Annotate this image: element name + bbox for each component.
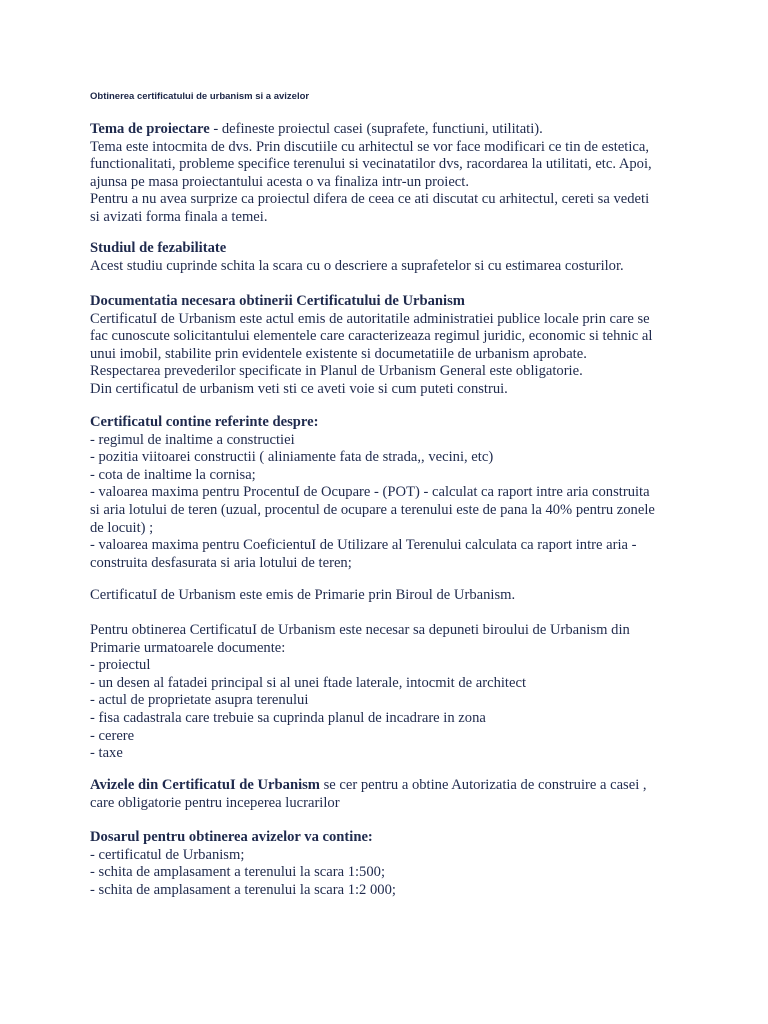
document-title: Obtinerea certificatului de urbanism si a avizelor: [90, 91, 310, 102]
list-item: - actul de proprietate asupra terenului: [90, 692, 309, 709]
paragraph-line: Pentru a nu avea surprize ca proiectul difera de ceea ce ati discutat cu arhitectul, cereti sa vedeti: [90, 191, 650, 208]
paragraph-line: Din certificatul de urbanism veti sti ce aveti voie si cum puteti construi.: [90, 380, 508, 397]
list-item: - schita de amplasament a terenului la scara 1:2 000;: [90, 881, 396, 898]
section-title: Tema de proiectare: [90, 121, 210, 137]
paragraph-line: fac cunoscute solicitantului elementele care caracterizeaza regimul juridic, economic si tehnic al: [90, 328, 653, 345]
paragraph-line: CertificatuI de Urbanism este actul emis de autoritatile administratiei publice locale prin care se: [90, 310, 650, 327]
paragraph-line: ajunsa pe masa proiectantului acesta o va finaliza intr-un proiect.: [90, 173, 469, 190]
paragraph-line: si avizati forma finala a temei.: [90, 208, 268, 225]
paragraph-text: se cer pentru a obtine Autorizatia de construire a casei ,: [319, 777, 647, 793]
paragraph-line: [90, 121, 680, 139]
section-tema: [90, 121, 680, 227]
list-item: - pozitia viitoarei constructii ( aliniamente fata de strada,, vecini, etc): [90, 449, 494, 466]
paragraph-line: Respectarea prevederilor specificate in Planul de Urbanism General este obligatorie.: [90, 363, 583, 380]
paragraph-line: CertificatuI de Urbanism este emis de Primarie prin Biroul de Urbanism.: [90, 587, 516, 603]
section-documentatia: [90, 293, 680, 399]
section-studiu: [90, 240, 680, 275]
paragraph-line: functionalitati, probleme specifice terenului si vecinatatilor dvs, racordarea la utilitati, etc. Apoi,: [90, 156, 652, 173]
paragraph-line: unui imobil, stabilite prin evidentele existente si documetatiile de urbanism aprobate.: [90, 345, 587, 362]
paragraph-line: Tema este intocmita de dvs. Prin discutiile cu arhitectul se vor face modificari ce tin de estetica,: [90, 138, 650, 155]
paragraph-line: [90, 777, 680, 795]
section-contine: [90, 414, 680, 572]
paragraph-line: Primarie urmatoarele documente:: [90, 639, 286, 656]
section-title: Documentatia necesara obtinerii Certificatului de Urbanism: [90, 293, 465, 309]
list-item: - certificatul de Urbanism;: [90, 846, 245, 863]
section-emis: [90, 587, 680, 605]
list-item: - taxe: [90, 745, 123, 762]
list-item: - valoarea maxima pentru CoeficientuI de Utilizare al Terenului calculata ca raport intre aria -: [90, 537, 637, 554]
paragraph-line: Acest studiu cuprinde schita la scara cu o descriere a suprafetelor si cu estimarea costurilor.: [90, 257, 624, 274]
list-item: - cota de inaltime la cornisa;: [90, 466, 256, 483]
list-item: - un desen al fatadei principal si al unei ftade laterale, intocmit de architect: [90, 674, 526, 691]
section-obtinere: [90, 622, 680, 763]
list-item: construita desfasurata si aria lotului de teren;: [90, 554, 352, 571]
paragraph-text: - defineste proiectul casei (suprafete, functiuni, utilitati).: [209, 121, 543, 137]
list-item: - proiectul: [90, 657, 151, 674]
paragraph-line: care obligatorie pentru inceperea lucrarilor: [90, 794, 340, 811]
list-item: - fisa cadastrala care trebuie sa cuprinda planul de incadrare in zona: [90, 709, 486, 726]
list-item: si aria lotului de teren (uzual, procentul de ocupare a terenului este de pana la 40% pentru zonele: [90, 501, 655, 518]
list-item: - valoarea maxima pentru ProcentuI de Ocupare - (POT) - calculat ca raport intre aria construita: [90, 484, 650, 501]
section-title: Dosarul pentru obtinerea avizelor va contine:: [90, 829, 373, 845]
section-title: Studiul de fezabilitate: [90, 240, 227, 256]
paragraph-line: Pentru obtinerea CertificatuI de Urbanism este necesar sa depuneti biroului de Urbanism din: [90, 622, 630, 638]
section-title: Certificatul contine referinte despre:: [90, 414, 319, 430]
section-title: Avizele din CertificatuI de Urbanism: [90, 777, 320, 793]
list-item: de locuit) ;: [90, 519, 154, 536]
list-item: - regimul de inaltime a constructiei: [90, 431, 295, 448]
section-avizele: [90, 777, 680, 812]
list-item: - schita de amplasament a terenului la scara 1:500;: [90, 864, 386, 881]
section-dosarul: [90, 829, 680, 899]
list-item: - cerere: [90, 727, 135, 744]
